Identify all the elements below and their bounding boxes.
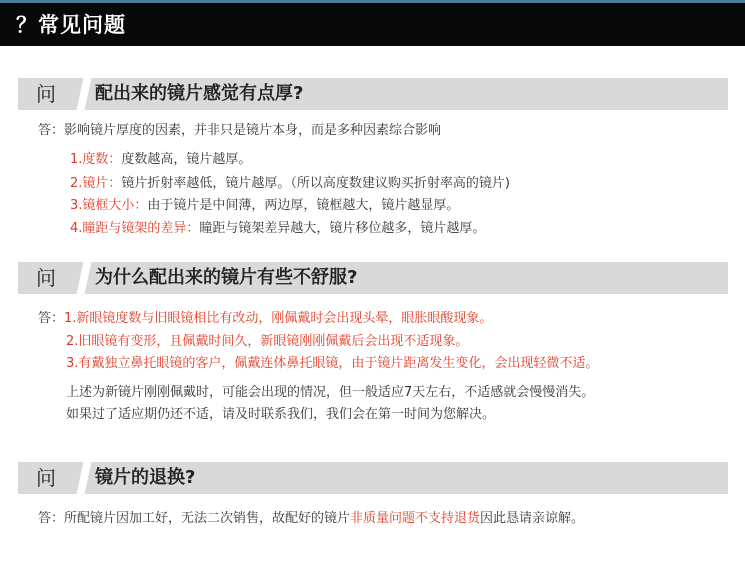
answer-prefix: 答：: [38, 311, 65, 326]
answer-end: 因此恳请亲谅解。: [480, 511, 585, 526]
item-key: 2.镜片：: [70, 176, 122, 191]
divider-slash: [77, 462, 92, 494]
answer-item: [38, 310, 492, 328]
question-tag: 问: [36, 82, 56, 106]
answer-item: 2.旧眼镜有变形，且佩戴时间久，新眼镜刚刚佩戴后会出现不适现象。: [66, 334, 469, 349]
item-text: 由于镜片是中间薄，两边厚，镜框越大，镜片越显厚。: [147, 198, 460, 213]
answer-text: [38, 510, 584, 528]
item-text: 镜片折射率越低，镜片越厚。（所以高度数建议购买折射率高的镜片): [121, 176, 510, 191]
answer-intro: [38, 122, 441, 140]
question-text: 为什么配出来的镜片有些不舒服?: [95, 267, 358, 288]
answer-note: 如果过了适应期仍还不适，请及时联系我们，我们会在第一时间为您解决。: [66, 407, 496, 422]
question-text: 配出来的镜片感觉有点厚?: [95, 83, 304, 104]
divider-slash: [77, 262, 92, 294]
question-text: 镜片的退换?: [95, 467, 196, 488]
divider-slash: [77, 78, 92, 110]
answer-prefix: 答：: [38, 123, 65, 138]
answer-highlight: 非质量问题不支持退货: [350, 511, 481, 526]
item-key: 1.度数：: [70, 152, 122, 167]
answer-note: 上述为新镜片刚刚佩戴时，可能会出现的情况，但一般适应7天左右，不适感就会慢慢消失。: [66, 385, 595, 400]
question-tag: 问: [36, 466, 56, 490]
item-key: 3.镜框大小：: [70, 198, 148, 213]
item-text: 瞳距与镜架差异越大，镜片移位越多，镜片越厚。: [199, 221, 486, 236]
answer-text: 影响镜片厚度的因素，并非只是镜片本身，而是多种因素综合影响: [64, 123, 442, 138]
item-key: 4.瞳距与镜架的差异：: [70, 221, 200, 236]
header-bar: [0, 0, 745, 46]
answer-item: 3.有戴独立鼻托眼镜的客户，佩戴连体鼻托眼镜，由于镜片距离发生变化，会出现轻微不适。: [66, 356, 599, 371]
answer-prefix: 答：: [38, 511, 65, 526]
item-text: 1.新眼镜度数与旧眼镜相比有改动，刚佩戴时会出现头晕，眼胀眼酸现象。: [64, 311, 493, 326]
answer-item: [70, 220, 485, 238]
answer-item: [70, 175, 510, 193]
answer-item: [70, 151, 251, 169]
question-bar-2: [18, 262, 728, 294]
answer-start: 所配镜片因加工好，无法二次销售，故配好的镜片: [64, 511, 351, 526]
question-tag: 问: [36, 266, 56, 290]
page-title: ？常见问题: [16, 13, 126, 37]
question-bar-1: [18, 78, 728, 110]
item-text: 度数越高，镜片越厚。: [121, 152, 252, 167]
answer-item: [70, 197, 459, 215]
question-bar-3: [18, 462, 728, 494]
